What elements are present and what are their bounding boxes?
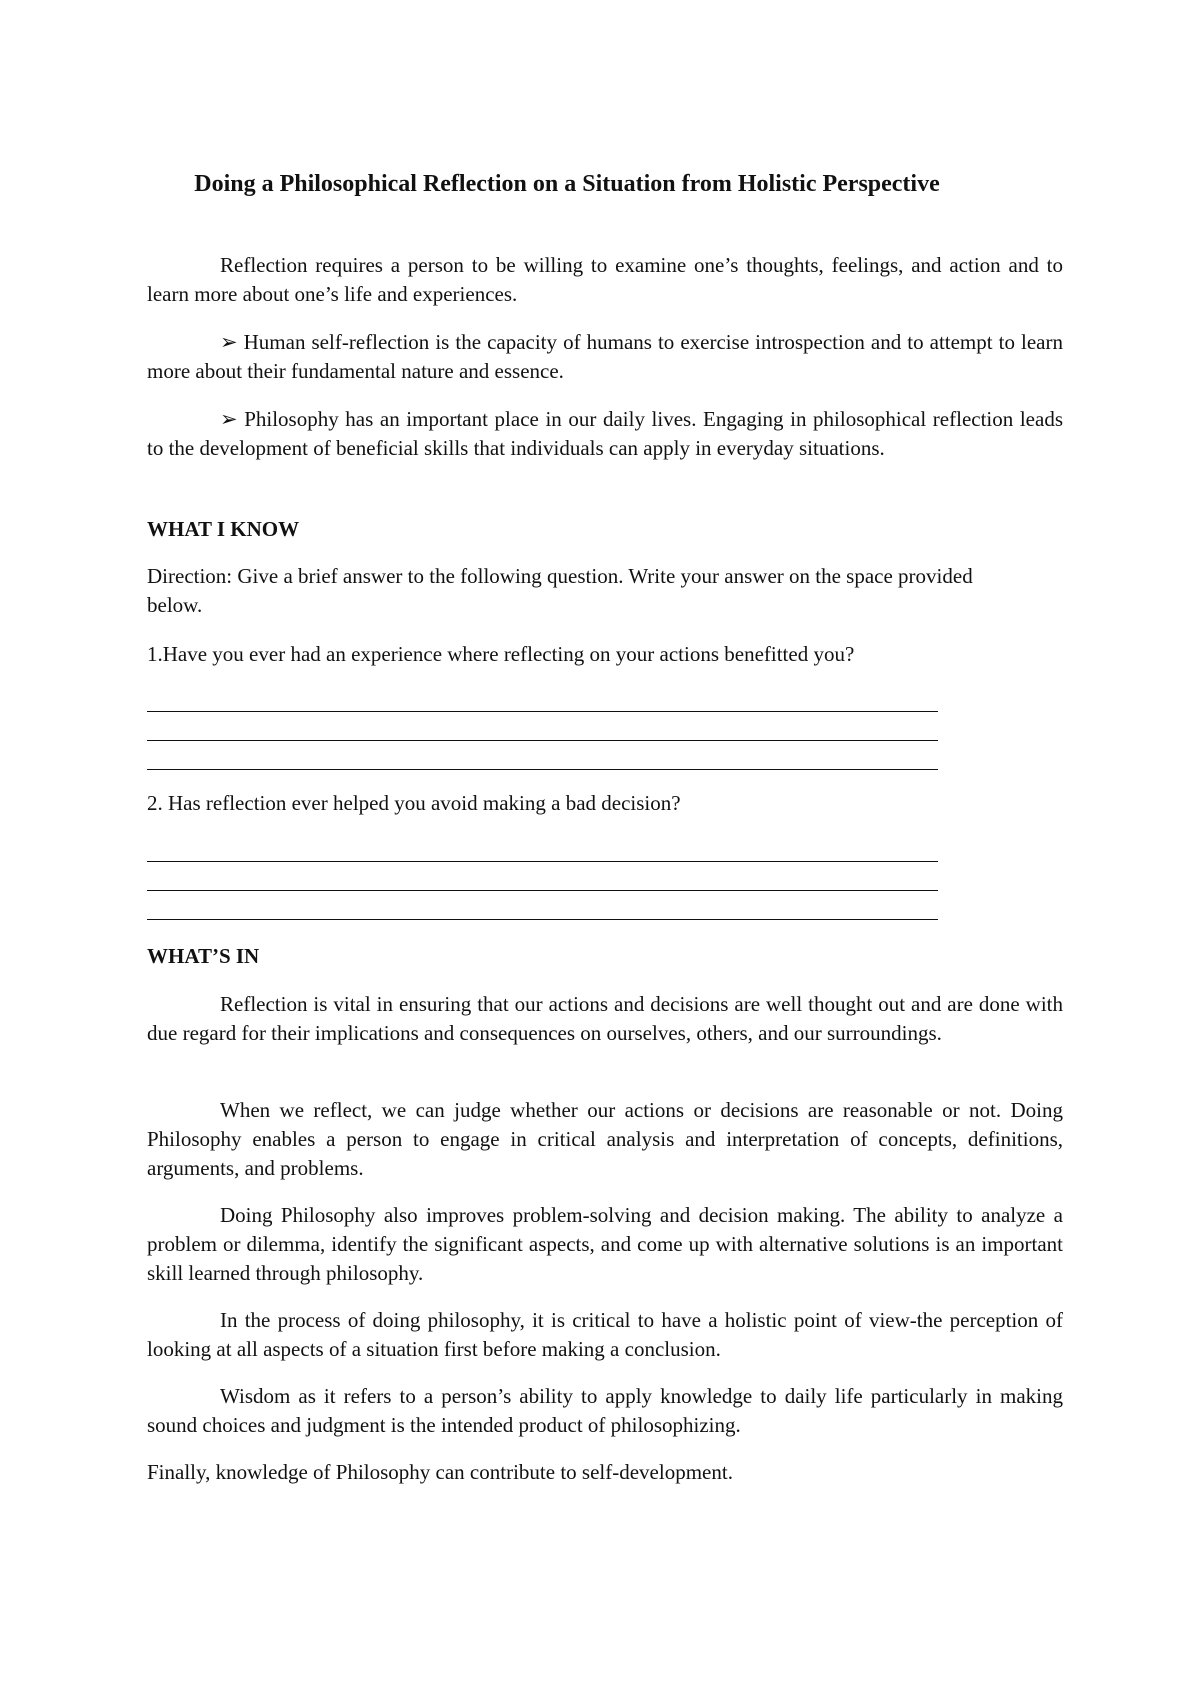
answer-line-q2-1[interactable] (147, 861, 938, 862)
whats-in-paragraph-6: Finally, knowledge of Philosophy can contribute to self-development. (147, 1460, 733, 1484)
question-2: 2. Has reflection ever helped you avoid making a bad decision? (147, 791, 681, 815)
what-i-know-heading: WHAT I KNOW (147, 517, 300, 541)
intro-bullet-philosophy: ➢ Philosophy has an important place in our daily lives. Engaging in philosophical reflection leads to the development of beneficial skills that individuals can apply in everyday situations. (147, 407, 1063, 460)
whats-in-heading: WHAT’S IN (147, 944, 260, 968)
intro-bullet-self-reflection: ➢ Human self-reflection is the capacity of humans to exercise introspection and to attempt to learn more about their fundamental nature and essence. (147, 330, 1063, 383)
question-1: 1.Have you ever had an experience where reflecting on your actions benefitted you? (147, 642, 855, 666)
answer-line-q2-3[interactable] (147, 919, 938, 920)
whats-in-paragraph-3: Doing Philosophy also improves problem-solving and decision making. The ability to analyze a problem or dilemma, identify the significant aspects, and come up with alternative solutions is an important skill learned through philosophy. (147, 1203, 1063, 1285)
answer-line-q1-2[interactable] (147, 740, 938, 741)
whats-in-paragraph-4: In the process of doing philosophy, it is critical to have a holistic point of view-the perception of looking at all aspects of a situation first before making a conclusion. (147, 1308, 1063, 1361)
whats-in-paragraph-1: Reflection is vital in ensuring that our actions and decisions are well thought out and are done with due regard for their implications and consequences on ourselves, others, and our surroundings. (147, 992, 1063, 1045)
answer-line-q2-2[interactable] (147, 890, 938, 891)
answer-line-q1-1[interactable] (147, 711, 938, 712)
answer-line-q1-3[interactable] (147, 769, 938, 770)
whats-in-paragraph-5: Wisdom as it refers to a person’s ability to apply knowledge to daily life particularly in making sound choices and judgment is the intended product of philosophizing. (147, 1384, 1063, 1437)
document-page (147, 0, 1063, 1694)
whats-in-paragraph-2: When we reflect, we can judge whether our actions or decisions are reasonable or not. Doing Philosophy enables a person to engage in critical analysis and interpretation of concepts, definitions, arguments, and problems. (147, 1098, 1063, 1180)
direction-text: Direction: Give a brief answer to the following question. Write your answer on the space provided below. (147, 564, 973, 617)
intro-paragraph-reflection: Reflection requires a person to be willing to examine one’s thoughts, feelings, and action and to learn more about one’s life and experiences. (147, 253, 1063, 306)
document-title: Doing a Philosophical Reflection on a Situation from Holistic Perspective (194, 171, 940, 197)
